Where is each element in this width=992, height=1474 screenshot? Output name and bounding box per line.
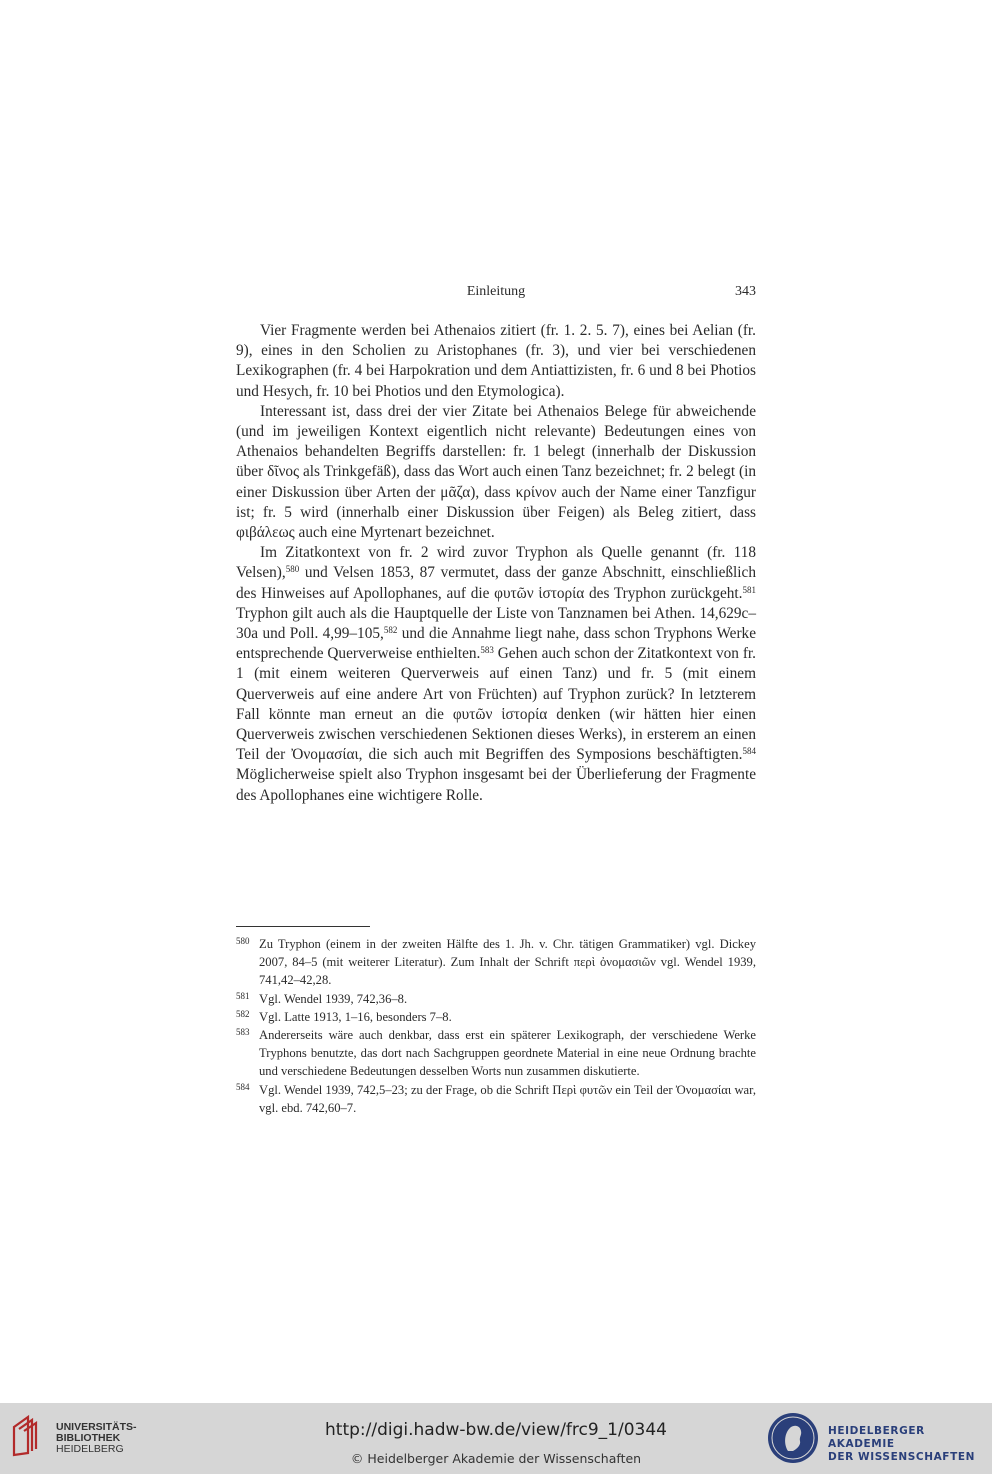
- text-run: Vier Fragmente werden bei Athenaios zitiert (fr. 1. 2. 5. 7), eines bei Aelian (fr. 9), eines in den Scholien zu Aristophanes (fr. 3), und vier bei verschiedenen Lexikographen (fr. 4 bei Harpokration und dem Antiattizisten, fr. 6 und 8 bei Photios und Hesych, fr. 10 bei Photios und den Etymologica).: [236, 322, 756, 400]
- hadw-wordmark[interactable]: [828, 1425, 992, 1464]
- footnote-reference[interactable]: 583: [480, 645, 494, 656]
- ub-line-3: HEIDELBERG: [56, 1443, 124, 1455]
- hadw-seal-logo-icon[interactable]: [766, 1411, 820, 1465]
- hadw-line-1: HEIDELBERGER AKADEMIE: [828, 1425, 925, 1450]
- footnote-number: 582: [236, 1008, 250, 1019]
- footer-bar: [0, 1403, 992, 1474]
- text-run: Tryphon gilt auch als die Hauptquelle der Liste von Tanznamen bei Athen. 14,629c–30a und Poll. 4,99–105,: [236, 604, 756, 643]
- footnote: [236, 1008, 756, 1026]
- paragraph: [236, 321, 756, 402]
- ub-line-1: UNIVERSITÄTS-: [56, 1421, 137, 1433]
- text-run: und die Annahme liegt nahe, dass schon Tryphons Werke entsprechende Querverweise enthielten.: [236, 625, 756, 663]
- footnote-reference[interactable]: 581: [742, 584, 756, 595]
- text-run: Interessant ist, dass drei der vier Zitate bei Athenaios Belege für abweichende (und im jeweiligen Kontext eigentlich nicht relevante) Bedeutungen eines von Athenaios behandelten Begriffs darstellen: fr. 1 belegt (innerhalb der Diskussion über δῖνος als Trinkgefäß), dass das Wort auch einen Tanz bezeichnet; fr. 2 belegt (in einer Diskussion über Arten der μᾶζα), dass κρίνον auch der Name einer Tanzfigur ist; fr. 5 wird (innerhalb einer Diskussion über Feigen) als Beleg zitiert, dass φιβάλεως auch eine Myrtenart bezeichnet.: [236, 402, 756, 542]
- footnotes: [236, 935, 756, 1117]
- footnote-text: Vgl. Wendel 1939, 742,36–8.: [259, 991, 408, 1006]
- footnote-reference[interactable]: 580: [285, 564, 300, 575]
- main-text: [236, 321, 756, 806]
- text-run: Im Zitatkontext von fr. 2 wird zuvor Tryphon als Quelle genannt (fr. 118 Velsen),: [236, 544, 756, 582]
- footnote: [236, 990, 756, 1008]
- page-number: 343: [735, 284, 756, 299]
- footnote-text: Vgl. Latte 1913, 1–16, besonders 7–8.: [259, 1009, 452, 1024]
- paragraph: [236, 543, 756, 806]
- footnote-reference[interactable]: 584: [742, 746, 756, 757]
- text-run: und Velsen 1853, 87 vermutet, dass der ganze Abschnitt, einschließlich des Hinweises auf Apollophanes, auf die φυτῶν ἱστορία des Tryphon zurückgeht.: [236, 564, 756, 602]
- permalink-url[interactable]: http://digi.hadw-bw.de/view/frc9_1/0344: [325, 1420, 667, 1440]
- text-run: Gehen auch schon der Zitatkontext von fr. 1 (mit einem weiteren Querverweis auf einen Tanz) und fr. 5 (mit einem Querverweis auf eine andere Art von Früchten) auf Tryphon zurück? In letzterem Fall könnte man erneut an die φυτῶν ἱστορία denken (wir hätten hier einen Querverweis zwischen verschiedenen Sektionen dieses Werks), in ersterem an einen Teil der Ὀνομασίαι, die sich auch mit Begriffen des Symposions beschäftigten.: [236, 645, 757, 764]
- footnote-number: 583: [236, 1027, 250, 1038]
- copyright-notice: © Heidelberger Akademie der Wissenschaften: [350, 1451, 642, 1466]
- footnote-number: 584: [236, 1081, 250, 1092]
- text-run: Möglicherweise spielt also Tryphon insgesamt bei der Überlieferung der Fragmente des Apollophanes eine wichtigere Rolle.: [236, 766, 756, 804]
- footnote: [236, 935, 756, 990]
- footnote-number: 581: [236, 990, 250, 1001]
- footnote-text: Vgl. Wendel 1939, 742,5–23; zu der Frage, ob die Schrift Περὶ φυτῶν ein Teil der Ὀνομασίαι war, vgl. ebd. 742,60–7.: [259, 1082, 756, 1115]
- hadw-line-2: DER WISSENSCHAFTEN: [828, 1451, 976, 1463]
- running-title: Einleitung: [466, 284, 526, 299]
- footnote-text: Andererseits wäre auch denkbar, dass erst ein späterer Lexikograph, der verschiedene Werke Tryphons benutzte, das dort nach Sachgruppen geordnete Material in eine neue Ordnung brachte und verschiedene Bedeutungen desselben Worts nun zusammen diskutierte.: [259, 1028, 756, 1079]
- footnote-number: 580: [236, 936, 250, 946]
- footnote: [236, 1081, 756, 1117]
- running-header: [236, 284, 756, 304]
- ub-line-2: BIBLIOTHEK: [56, 1432, 121, 1444]
- footnote-text: Zu Tryphon (einem in der zweiten Hälfte des 1. Jh. v. Chr. tätigen Grammatiker) vgl. Dickey 2007, 84–5 (mit weiterer Literatur). Zum Inhalt der Schrift περὶ ὀνομασιῶν vgl. Wendel 1939, 741,42–42,28.: [259, 937, 756, 988]
- footnote: [236, 1026, 756, 1081]
- footnote-rule: [236, 926, 370, 927]
- paragraph: [236, 402, 756, 543]
- footnote-reference[interactable]: 582: [383, 625, 398, 636]
